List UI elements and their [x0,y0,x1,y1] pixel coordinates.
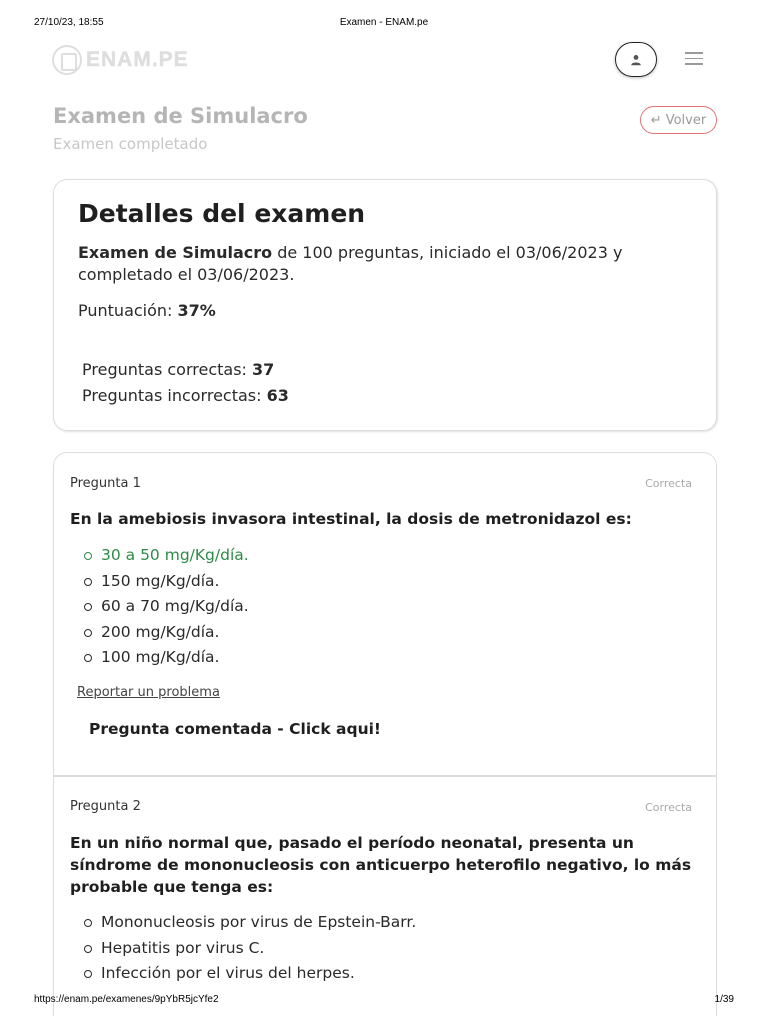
hamburger-menu-button[interactable] [685,52,703,66]
return-arrow-icon: ↵ [650,112,662,128]
exam-name: Examen de Simulacro [78,243,273,262]
details-title: Detalles del examen [78,199,366,228]
answer-options [84,544,249,672]
incorrect-count: 63 [266,386,289,405]
question-card [53,452,717,776]
answer-option: 100 mg/Kg/día. [84,646,249,672]
print-footer [0,994,768,1008]
user-icon [630,54,642,66]
score-line [78,301,216,320]
question-status: Correcta [645,477,692,490]
page-title: Examen de Simulacro [53,104,308,128]
details-description [78,242,700,286]
question-number: Pregunta 2 [70,799,141,814]
answer-option: 30 a 50 mg/Kg/día. [84,544,249,570]
site-logo[interactable] [52,45,189,75]
exam-description: de 100 preguntas, iniciado el 03/06/2023 y completado el 03/06/2023. [78,243,623,284]
score-label: Puntuación: [78,301,178,320]
question-text: En un niño normal que, pasado el período neonatal, presenta un síndrome de mononucleosis con anticuerpo heterofilo negativo, lo más probable que tenga es: [70,834,692,896]
answer-options [84,911,416,988]
score-value: 37% [177,301,216,320]
exam-details-card [53,179,717,431]
correct-count-line [82,360,274,379]
answer-option: 60 a 70 mg/Kg/día. [84,595,249,621]
back-button[interactable] [640,106,717,134]
question-status: Correcta [645,801,692,814]
question-card [53,776,717,1016]
question-text: En la amebiosis invasora intestinal, la dosis de metronidazol es: [70,510,632,528]
hamburger-icon [685,52,703,54]
answer-option: Hepatitis por virus C. [84,937,416,963]
user-menu-button[interactable] [615,42,657,77]
page-subtitle: Examen completado [53,135,208,153]
answer-option: 150 mg/Kg/día. [84,570,249,596]
print-page-number: 1/39 [714,994,734,1005]
correct-label: Preguntas correctas: [82,360,253,379]
commented-question-link[interactable]: Pregunta comentada - Click aqui! [89,720,381,738]
answer-option: Infección por el virus del herpes. [84,962,416,988]
back-button-label: Volver [665,112,707,128]
correct-count: 37 [252,360,275,379]
print-title: Examen - ENAM.pe [339,17,429,28]
answer-option: Mononucleosis por virus de Epstein-Barr. [84,911,416,937]
incorrect-count-line [82,386,289,405]
answer-option: 200 mg/Kg/día. [84,621,249,647]
logo-icon [52,45,82,75]
logo-text: ENAM.PE [86,48,189,71]
incorrect-label: Preguntas incorrectas: [82,386,267,405]
report-problem-link[interactable]: Reportar un problema [77,685,220,700]
question-number: Pregunta 1 [70,476,141,491]
print-url: https://enam.pe/examenes/9pYbR5jcYfe2 [34,994,219,1005]
print-datetime: 27/10/23, 18:55 [34,17,104,28]
print-header [0,17,768,31]
